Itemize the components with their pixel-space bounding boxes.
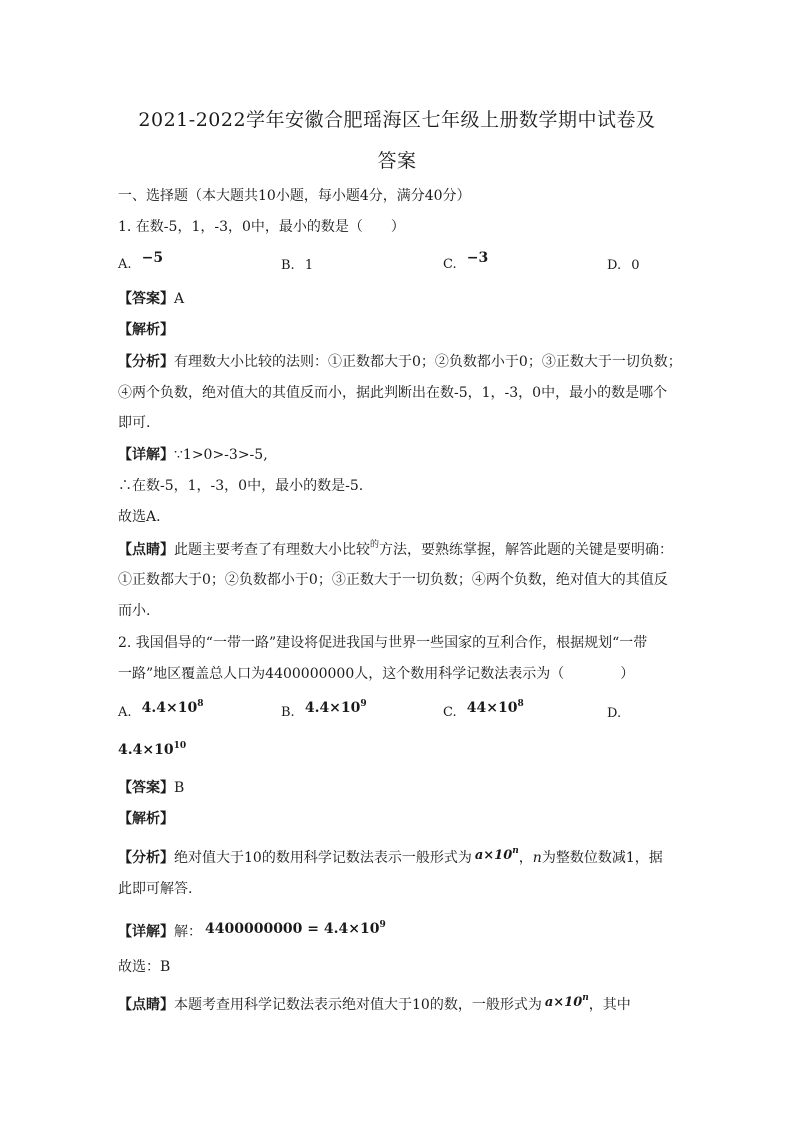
q2-fenxi-tag: 【分析】 [118, 850, 174, 866]
q1-guxuan: 故选A. [118, 509, 161, 525]
q2-option-d-label: D. [607, 706, 622, 721]
q1-xiangjie-line1 [118, 445, 268, 465]
q2-fenxi-text1b: ， [518, 850, 533, 866]
q1-fenxi-line3: 即可. [118, 415, 151, 431]
q1-jiexi: 【解析】 [118, 322, 174, 338]
q2-option-a-label: A. [118, 705, 132, 720]
q2-xiangjie-eq-base: 4400000000 = 4.4×10 [205, 921, 380, 937]
q2-option-b [281, 699, 367, 720]
q2-fenxi-text1a: 绝对值大于10的数用科学记数法表示一般形式为 [174, 850, 472, 866]
q2-option-c [443, 699, 524, 720]
q2-dianjing-tag: 【点睛】 [118, 997, 174, 1013]
q2-option-a-exp: 8 [197, 699, 204, 709]
q2-option-d-base: 4.4×10 [118, 742, 174, 758]
q1-option-c [443, 250, 489, 272]
q1-fenxi-text1: 有理数大小比较的法则：①正数都大于0；②负数都小于0；③正数大于一切负数； [174, 354, 682, 370]
q2-fenxi-formula-exp: n [512, 846, 519, 856]
q2-fenxi-line1 [118, 848, 663, 869]
q1-dianjing-mark: 的 [370, 540, 380, 550]
q1-dianjing-line3: 而小. [118, 603, 151, 619]
q1-dianjing-text1a: 此题主要考查了有理数大小比较 [174, 542, 370, 558]
q1-option-b-label: B. [281, 258, 295, 273]
q1-stem: 1. 在数-5，1，-3，0中，最小的数是（ ） [118, 219, 405, 235]
q2-stem-line1: 2. 我国倡导的“一带一路”建设将促进我国与世界一些国家的互利合作，根据规划“一带 [118, 635, 648, 651]
q2-guxuan: 故选：B [118, 959, 171, 975]
q2-dianjing-formula-exp: n [582, 993, 589, 1003]
q1-option-c-label: C. [443, 257, 457, 272]
q1-option-a [118, 250, 164, 272]
q1-dianjing-line2: ①正数都大于0；②负数都小于0；③正数大于一切负数；④两个负数，绝对值大的其值反 [118, 572, 668, 588]
q2-answer-value: B [174, 780, 185, 796]
q2-xiangjie-tag: 【详解】 [118, 924, 174, 940]
q2-option-d [607, 706, 621, 721]
q2-dianjing-formula-base: a×10 [544, 995, 583, 1010]
q1-fenxi-line1 [118, 352, 682, 372]
q2-answer [118, 778, 184, 798]
q2-option-a-value [142, 700, 204, 716]
q1-xiangjie-text1: ∵1>0>-3>-5, [174, 447, 268, 463]
q2-option-c-value [467, 700, 524, 716]
q1-option-d-label: D. [607, 258, 622, 273]
q1-fenxi-tag: 【分析】 [118, 354, 174, 370]
q2-option-b-base: 4.4×10 [304, 700, 361, 716]
q2-option-a-base: 4.4×10 [141, 700, 198, 716]
q1-fenxi-line2: ④两个负数，绝对值大的其值反而小，据此判断出在数-5，1，-3，0中，最小的数是哪个 [118, 385, 668, 401]
q1-option-c-value: −3 [466, 250, 489, 266]
q1-xiangjie-line2: ∴在数-5，1，-3，0中，最小的数是-5. [118, 478, 364, 494]
q2-xiangjie-equation [205, 921, 386, 937]
q2-option-c-exp: 8 [517, 699, 524, 709]
q1-answer [118, 289, 184, 309]
q2-option-c-base: 44×10 [466, 700, 518, 716]
q2-xiangjie-line [118, 922, 386, 942]
page-title-line1: 2021-2022学年安徽合肥瑶海区七年级上册数学期中试卷及 [138, 109, 656, 131]
q2-fenxi-formula [475, 848, 519, 863]
q2-option-c-label: C. [443, 705, 457, 720]
q1-dianjing-line1 [118, 540, 673, 560]
q2-option-b-label: B. [281, 705, 295, 720]
q2-option-d-exp: 10 [173, 741, 187, 751]
q1-option-b [281, 258, 313, 273]
q2-fenxi-n: n [532, 850, 542, 866]
q1-option-b-value: 1 [304, 258, 314, 273]
q2-fenxi-formula-base: a×10 [474, 848, 513, 863]
q2-option-d-value [118, 742, 186, 758]
page-title-line2: 答案 [377, 150, 417, 172]
q1-option-d-value: 0 [631, 258, 640, 273]
q2-option-b-exp: 9 [360, 699, 367, 709]
q1-option-a-value: −5 [141, 250, 164, 266]
q2-dianjing-text1a: 本题考查用科学记数法表示绝对值大于10的数，一般形式为 [174, 997, 542, 1013]
q2-dianjing-text1b: ，其中 [588, 997, 631, 1013]
q2-xiangjie-eq-exp: 9 [379, 920, 386, 930]
q1-dianjing-tag: 【点睛】 [118, 542, 174, 558]
q1-answer-tag: 【答案】 [118, 291, 174, 307]
q1-option-d [607, 258, 640, 273]
q2-jiexi: 【解析】 [118, 811, 174, 827]
q2-stem-line2: 一路”地区覆盖总人口为4400000000人，这个数用科学记数法表示为（ ） [118, 666, 635, 682]
q2-answer-tag: 【答案】 [118, 780, 174, 796]
q2-option-a [118, 699, 204, 720]
q2-fenxi-text1c: 为整数位数减1，据 [541, 850, 663, 866]
q2-xiangjie-pre: 解： [174, 924, 202, 940]
q2-option-b-value [305, 700, 367, 716]
q2-dianjing-formula [545, 995, 589, 1010]
q1-option-a-label: A. [118, 257, 132, 272]
q2-dianjing-line1 [118, 995, 631, 1016]
section-heading: 一、选择题（本大题共10小题，每小题4分，满分40分） [118, 188, 471, 204]
q1-dianjing-text1b: 方法，要熟练掌握，解答此题的关键是要明确： [379, 542, 674, 558]
q1-xiangjie-tag: 【详解】 [118, 447, 174, 463]
q2-fenxi-line2: 此即可解答. [118, 881, 193, 897]
q1-answer-value: A [174, 291, 185, 307]
